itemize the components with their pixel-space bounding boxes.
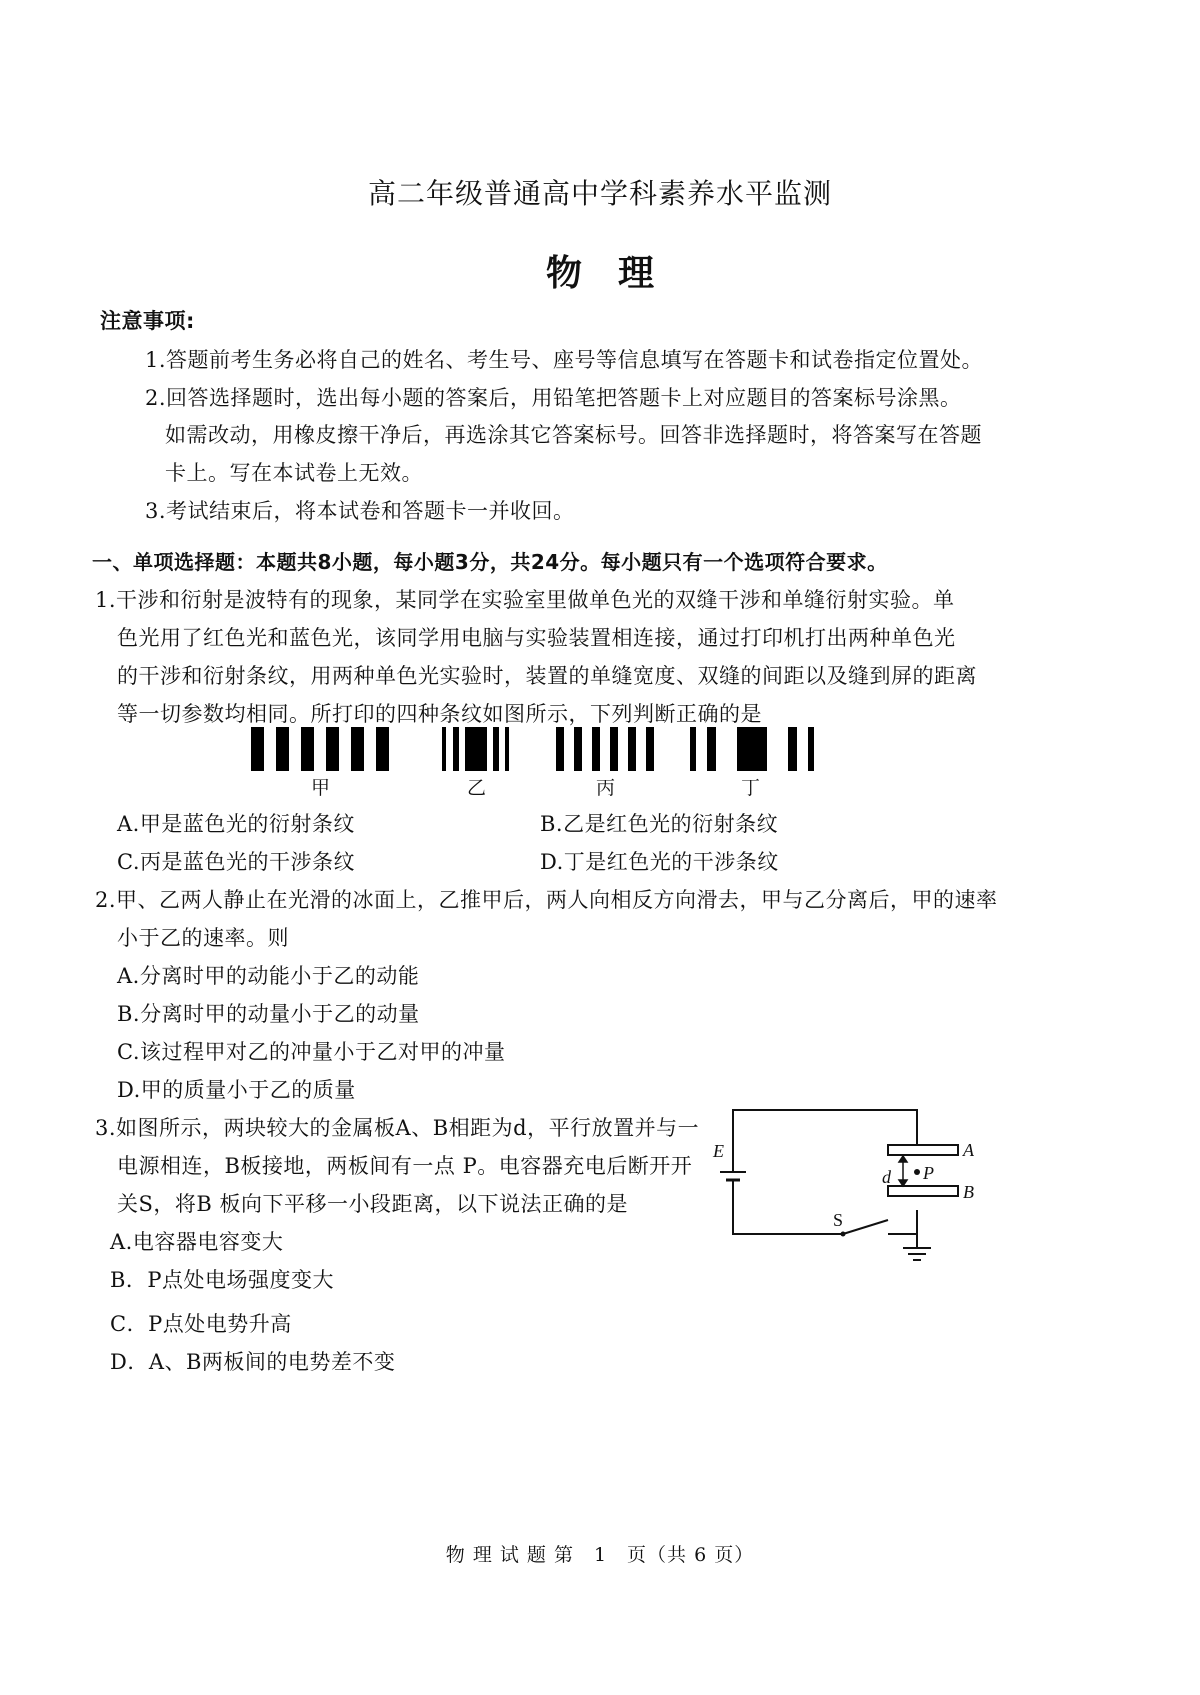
q2-option-c: C.该过程甲对乙的冲量小于乙对甲的冲量 xyxy=(117,1040,506,1064)
notice-item-3: 3.考试结束后，将本试卷和答题卡一并收回。 xyxy=(145,499,575,523)
fringe-label-jia: 甲 xyxy=(311,777,331,799)
notice-item-2-cont: 如需改动，用橡皮擦干净后，再选涂其它答案标号。回答非选择题时，将答案写在答题 xyxy=(165,423,982,447)
q3-line-3: 关S，将B 板向下平移一小段距离，以下说法正确的是 xyxy=(117,1192,628,1216)
q3-option-d: D．A、B两板间的电势差不变 xyxy=(110,1350,396,1374)
fringe-pattern-yi xyxy=(442,727,509,771)
q1-option-a: A.甲是蓝色光的衍射条纹 xyxy=(117,812,355,836)
q1-line-1: 1.干涉和衍射是波特有的现象，某同学在实验室里做单色光的双缝干涉和单缝衍射实验。单 xyxy=(95,588,955,612)
plate-a xyxy=(888,1145,958,1155)
fringe-pattern-bing xyxy=(556,727,654,771)
q3-option-b: B．P点处电场强度变大 xyxy=(110,1268,335,1292)
q1-line-3: 的干涉和衍射条纹，用两种单色光实验时，装置的单缝宽度、双缝的间距以及缝到屏的距离 xyxy=(117,664,977,688)
label-b: B xyxy=(963,1182,974,1202)
notice-item-1: 1.答题前考生务必将自己的姓名、考生号、座号等信息填写在答题卡和试卷指定位置处。 xyxy=(145,348,984,372)
q3-line-2: 电源相连，B板接地，两板间有一点 P。电容器充电后断开开 xyxy=(117,1154,693,1178)
q3-option-a: A.电容器电容变大 xyxy=(110,1230,284,1254)
circuit-wire-bottom-left xyxy=(733,1180,843,1234)
q1-line-2: 色光用了红色光和蓝色光，该同学用电脑与实验装置相连接，通过打印机打出两种单色光 xyxy=(117,626,956,650)
section-heading: 一、单项选择题：本题共8小题，每小题3分，共24分。每小题只有一个选项符合要求。 xyxy=(92,550,888,574)
fringe-label-yi: 乙 xyxy=(467,777,487,799)
distance-arrow xyxy=(899,1156,907,1186)
page-title: 高二年级普通高中学科素养水平监测 xyxy=(367,177,832,210)
fringe-pattern-ding xyxy=(690,727,814,771)
label-s: S xyxy=(833,1210,844,1230)
q2-option-b: B.分离时甲的动量小于乙的动量 xyxy=(117,1002,420,1026)
q2-option-a: A.分离时甲的动能小于乙的动能 xyxy=(117,964,420,988)
plate-b xyxy=(888,1186,958,1196)
fringe-label-ding: 丁 xyxy=(741,777,761,799)
q1-option-b: B.乙是红色光的衍射条纹 xyxy=(540,812,779,836)
q2-line-1: 2.甲、乙两人静止在光滑的冰面上，乙推甲后，两人向相反方向滑去，甲与乙分离后，甲的速率 xyxy=(95,888,998,912)
switch-blade xyxy=(843,1220,888,1234)
q2-line-2: 小于乙的速率。则 xyxy=(117,926,289,950)
q1-option-d: D.丁是红色光的干涉条纹 xyxy=(540,850,779,874)
q2-option-d: D.甲的质量小于乙的质量 xyxy=(117,1078,356,1102)
fringe-pattern-jia xyxy=(251,727,389,771)
q1-option-c: C.丙是蓝色光的干涉条纹 xyxy=(117,850,355,874)
notice-item-2-cont2: 卡上。写在本试卷上无效。 xyxy=(165,461,423,485)
circuit-wire-bottom-right xyxy=(888,1210,917,1234)
q3-line-1: 3.如图所示，两块较大的金属板A、B相距为d，平行放置并与一 xyxy=(95,1116,700,1140)
notice-item-2: 2.回答选择题时，选出每小题的答案后，用铅笔把答题卡上对应题目的答案标号涂黑。 xyxy=(145,386,962,410)
page-footer: 物 理 试 题 第 1 页（共 6 页） xyxy=(445,1544,755,1566)
q3-option-c: C．P点处电势升高 xyxy=(110,1312,292,1336)
label-a: A xyxy=(963,1140,974,1160)
fringe-label-bing: 丙 xyxy=(596,777,616,799)
label-d: d xyxy=(882,1167,891,1187)
point-p-dot xyxy=(914,1169,920,1175)
subject-title: 物 理 xyxy=(545,253,654,294)
capacitor-circuit-diagram xyxy=(0,1100,1200,1300)
circuit-wire-top xyxy=(733,1110,917,1172)
notice-heading: 注意事项: xyxy=(100,309,195,333)
q1-line-4: 等一切参数均相同。所打印的四种条纹如图所示，下列判断正确的是 xyxy=(117,702,762,726)
label-e: E xyxy=(713,1141,724,1161)
switch-contact xyxy=(841,1232,846,1237)
label-p: P xyxy=(923,1163,934,1183)
